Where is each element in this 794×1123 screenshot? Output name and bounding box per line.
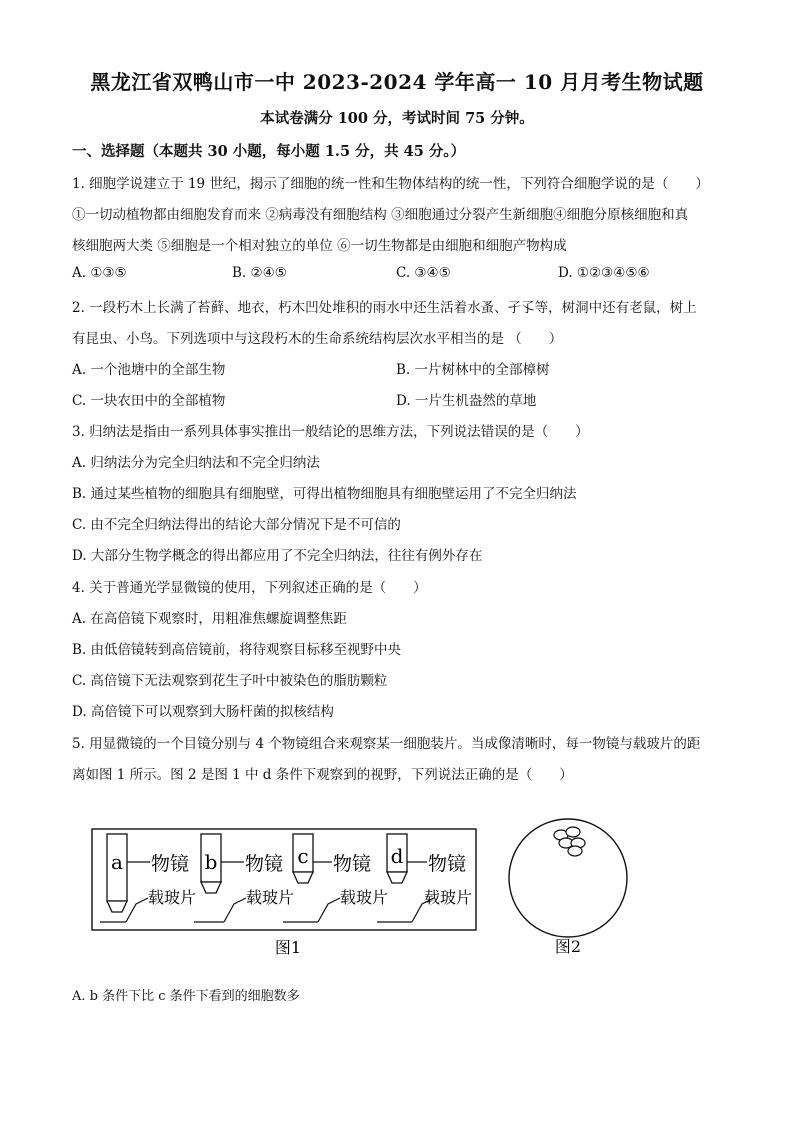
exam-subtitle: 本试卷满分 100 分，考试时间 75 分钟。 [260, 110, 534, 127]
slide-label-d: 载玻片 [424, 888, 473, 907]
objective-letter-c: c [297, 844, 309, 868]
q4-option-d: D. 高倍镜下可以观察到大肠杆菌的拟核结构 [72, 704, 334, 720]
q4-stem: 4. 关于普通光学显微镜的使用，下列叙述正确的是（ ） [72, 580, 427, 596]
q5-stem-line-2: 离如图 1 所示。图 2 是图 1 中 d 条件下观察到的视野，下列说法正确的是（ ） [72, 767, 573, 783]
q5-stem-line-1: 5. 用显微镜的一个目镜分别与 4 个物镜组合来观察某一细胞装片。当成像清晰时，每一物镜与载玻片的距 [72, 736, 701, 752]
objective-label-b: 物镜 [245, 853, 284, 875]
q1-items-line-1: ①一切动植物都由细胞发育而来 ②病毒没有细胞结构 ③细胞通过分裂产生新细胞④细胞分原核细胞和真 [72, 207, 689, 223]
q4-option-b: B. 由低倍镜转到高倍镜前，将待观察目标移至视野中央 [72, 642, 402, 658]
q3-option-d: D. 大部分生物学概念的得出都应用了不完全归纳法，往往有例外存在 [72, 548, 483, 564]
slide-label-a: 载玻片 [148, 888, 197, 907]
figure-2-field-of-view [498, 818, 638, 960]
q3-option-c: C. 由不完全归纳法得出的结论大部分情况下是不可信的 [72, 517, 401, 533]
slide-label-b: 载玻片 [246, 888, 295, 907]
q2-option-c: C. 一块农田中的全部植物 [72, 393, 226, 409]
figure-1-microscope-objectives [90, 826, 480, 958]
objective-letter-a: a [111, 850, 123, 874]
q1-stem: 1. 细胞学说建立于 19 世纪，揭示了细胞的统一性和生物体结构的统一性，下列符合细胞学说的是（ ） [72, 176, 709, 192]
objective-a [100, 834, 196, 922]
q3-option-a: A. 归纳法分为完全归纳法和不完全归纳法 [72, 455, 320, 471]
q5-option-a: A. b 条件下比 c 条件下看到的细胞数多 [72, 989, 300, 1004]
q2-option-d: D. 一片生机盎然的草地 [396, 393, 537, 409]
q1-option-b: B. ②④⑤ [232, 265, 287, 281]
objective-label-c: 物镜 [333, 853, 372, 875]
cell [568, 846, 582, 856]
slide-label-c: 载玻片 [340, 888, 389, 907]
q1-option-c: C. ③④⑤ [396, 265, 451, 281]
q1-option-a: A. ①③⑤ [72, 265, 127, 281]
q2-option-b: B. 一片树林中的全部樟树 [396, 362, 550, 378]
q2-stem-line-1: 2. 一段朽木上长满了苔藓、地衣，朽木凹处堆积的雨水中还生活着水蚤、孑孓等，树洞中还有老鼠，树上 [72, 300, 697, 316]
objective-label-a: 物镜 [151, 853, 190, 875]
q4-option-a: A. 在高倍镜下观察时，用粗准焦螺旋调整焦距 [72, 611, 347, 627]
figure-1-frame [92, 829, 476, 930]
objective-b [194, 834, 294, 922]
q1-option-d: D. ①②③④⑤⑥ [558, 265, 650, 281]
objective-letter-d: d [390, 844, 404, 868]
figure-2-caption: 图2 [554, 937, 582, 956]
q2-stem-line-2: 有昆虫、小鸟。下列选项中与这段朽木的生命系统结构层次水平相当的是 （ ） [72, 331, 563, 347]
figure-1-caption: 图1 [274, 938, 302, 957]
objective-letter-b: b [204, 850, 218, 874]
objective-label-d: 物镜 [428, 853, 467, 875]
objective-d [377, 834, 472, 922]
cell [566, 827, 580, 837]
exam-title: 黑龙江省双鸭山市一中 2023-2024 学年高一 10 月月考生物试题 [90, 70, 704, 94]
q3-option-b: B. 通过某些植物的细胞具有细胞壁，可得出植物细胞具有细胞壁运用了不完全归纳法 [72, 486, 577, 502]
q2-option-a: A. 一个池塘中的全部生物 [72, 362, 226, 378]
q3-stem: 3. 归纳法是指由一系列具体事实推出一般结论的思维方法，下列说法错误的是（ ） [72, 424, 589, 440]
objective-c [283, 834, 388, 922]
q4-option-c: C. 高倍镜下无法观察到花生子叶中被染色的脂肪颗粒 [72, 673, 388, 689]
q1-items-line-2: 核细胞两大类 ⑤细胞是一个相对独立的单位 ⑥一切生物都是由细胞和细胞产物构成 [72, 238, 567, 254]
section-heading: 一、选择题（本题共 30 小题，每小题 1.5 分，共 45 分。） [72, 143, 466, 160]
